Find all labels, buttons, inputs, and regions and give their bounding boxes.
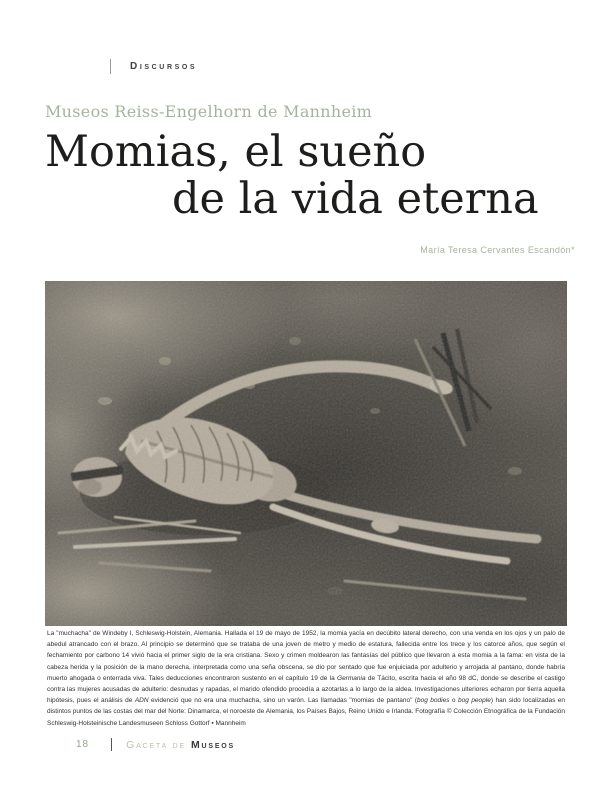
article-title xyxy=(45,129,539,223)
page-number: 18 xyxy=(76,739,90,750)
kicker: Museos Reiss-Engelhorn de Mannheim xyxy=(45,102,373,121)
photo-caption: La "muchacha" de Windeby I, Schleswig-Holstein, Alemania. Hallada el 19 de mayo de 1952, la momia yacía en decúbito lateral derecho, con una venda en los ojos y un palo de abedul atrancado con el brazo. Al principio se determinó que se trataba de una joven de metro y medio de estatura, fallecida entre los trece y los catorce años, que según el fechamiento por carbono 14 vivió hacia el primer siglo de la era cristiana. Sexo y crimen moldearon las fantasías del público que llevaron a esta momia a la fama: en vista de la cabeza herida y la posición de la mano derecha, interpretada como una seña obscena, se dio por sentado que fue enjuiciada por adulterio y arrojada al pantano, donde habría muerto ahogada o enterrada viva. Tales deducciones encontraron sustento en el capítulo 19 de la Germania de Tácito, escrita hacia el año 98 dC, donde se describe el castigo contra las mujeres acusadas de adulterio: desnudas y rapadas, el marido ofendido procedía a azotarlas a lo largo de la aldea. Investigaciones ulteriores echaron por tierra aquella hipótesis, pues el análisis de ADN evidenció que no era una muchacha, sino un varón. Las llamadas "momias de pantano" (bog bodies o bog people) han sido localizadas en distintos puntos de las costas del mar del Norte: Dinamarca, el noroeste de Alemania, los Países Bajos, Reino Unido e Irlanda. Fotografía © Colección Etnográfica de la Fundación Schleswig-Holsteinische Landesmuseen Schloss Gottorf ▪ Mannheim xyxy=(47,630,566,727)
footer-divider-bar xyxy=(111,738,112,751)
article-title-line1: Momias, el sueño xyxy=(45,127,427,177)
section-label: Discursos xyxy=(130,61,198,72)
journal-name xyxy=(126,739,235,751)
article-title-line2: de la vida eterna xyxy=(172,174,539,224)
bog-body-photo-illustration xyxy=(45,281,567,626)
journal-name-light: Gaceta de xyxy=(126,738,186,751)
author-byline: María Teresa Cervantes Escandón* xyxy=(420,245,575,255)
section-header xyxy=(110,59,197,74)
mummy-photo xyxy=(45,281,567,626)
journal-name-bold: Museos xyxy=(190,738,236,751)
page-footer xyxy=(76,738,235,751)
section-divider-bar xyxy=(110,59,111,74)
